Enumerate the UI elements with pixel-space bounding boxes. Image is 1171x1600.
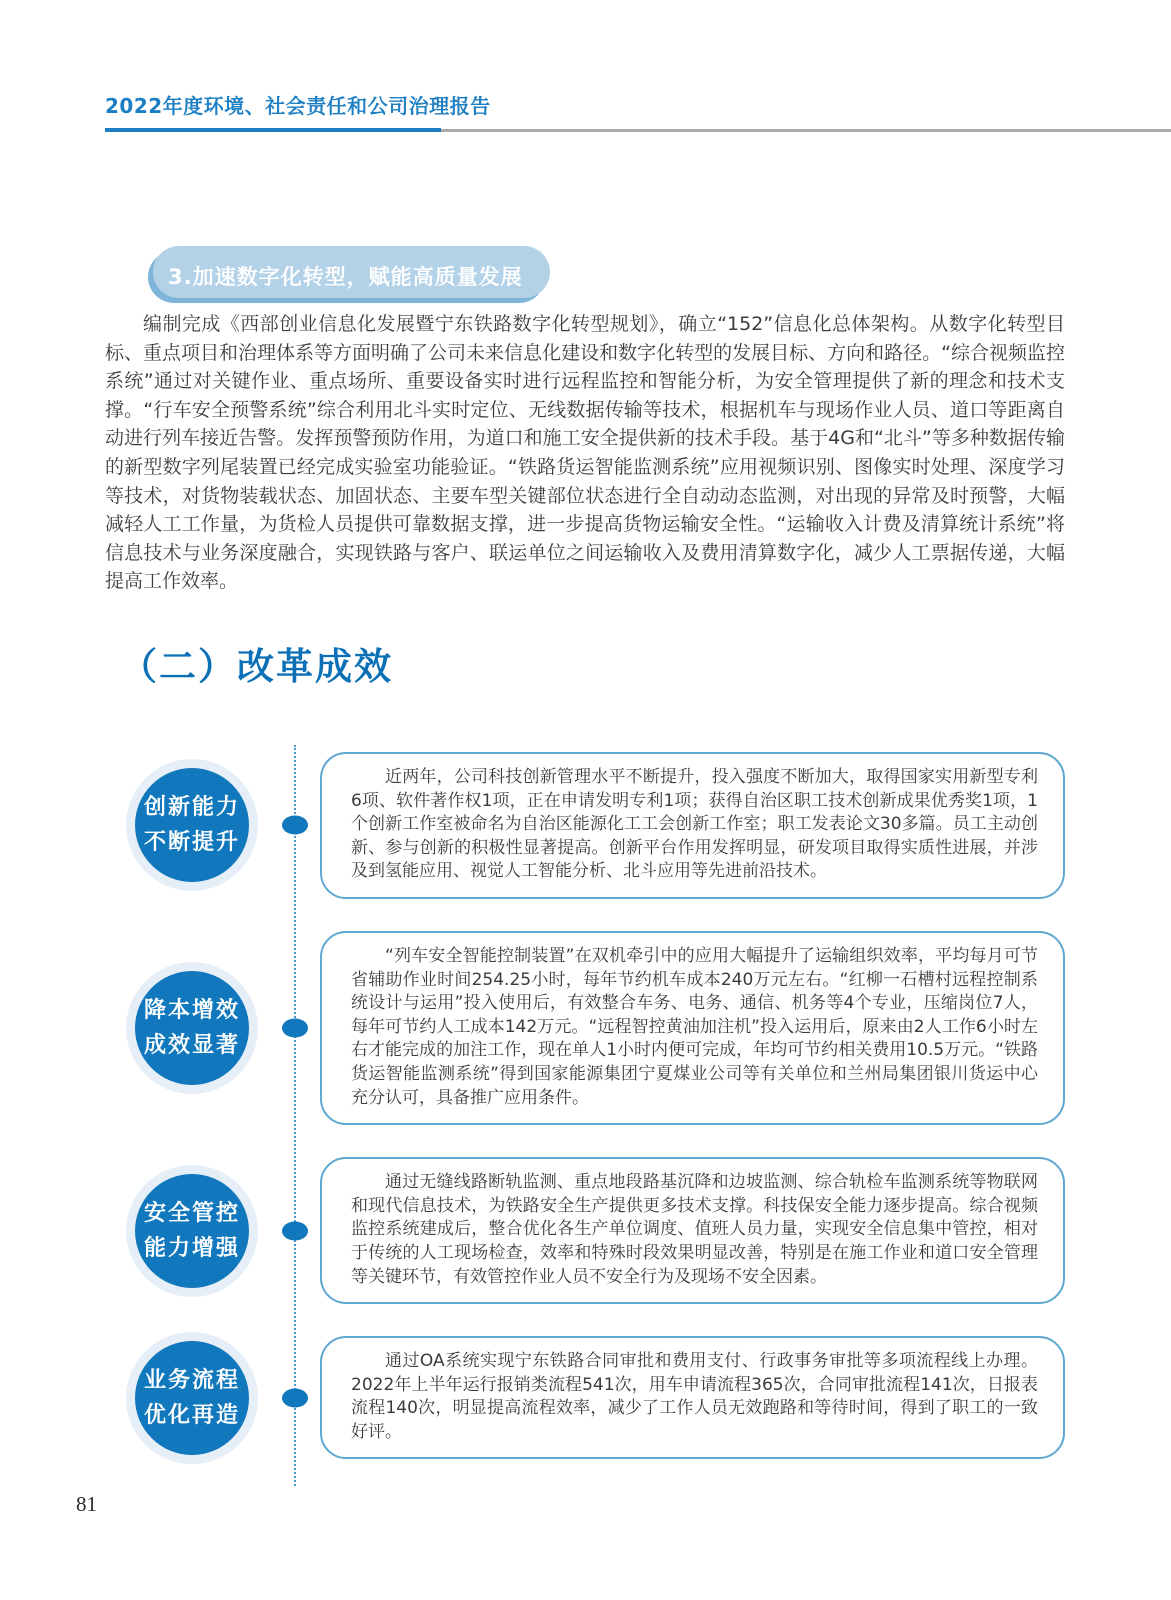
timeline-circle-process-optimization xyxy=(135,1341,249,1455)
header-rule xyxy=(105,128,1171,132)
timeline-item-safety-control xyxy=(130,1157,1065,1304)
circle-label-line1: 业务流程 xyxy=(143,1367,240,1393)
subsection-badge-label: 3.加速数字化转型，赋能高质量发展 xyxy=(148,251,545,303)
header-rule-blue-segment xyxy=(105,128,441,132)
timeline-item-innovation xyxy=(130,752,1065,899)
timeline-circle-innovation xyxy=(135,768,249,882)
reform-results-timeline xyxy=(130,752,1065,1459)
running-header xyxy=(105,90,1171,132)
header-rule-gray-segment xyxy=(441,129,1171,132)
timeline-connector-dot xyxy=(282,1388,308,1407)
circle-label-line2: 不断提升 xyxy=(143,830,240,856)
timeline-connector-dot xyxy=(282,1019,308,1038)
circle-label-line2: 成效显著 xyxy=(143,1033,240,1059)
circle-label-line2: 优化再造 xyxy=(143,1402,240,1428)
circle-label-line2: 能力增强 xyxy=(143,1235,240,1261)
timeline-connector-dot xyxy=(282,816,308,835)
circle-label-line1: 降本增效 xyxy=(143,998,240,1024)
circle-label-line1: 创新能力 xyxy=(143,795,240,821)
timeline-item-cost-reduction xyxy=(130,931,1065,1125)
timeline-textbox: 近两年，公司科技创新管理水平不断提升，投入强度不断加大，取得国家实用新型专利6项、软件著作权1项，正在申请发明专利1项；获得自治区职工技术创新成果优秀奖1项，1个创新工作室被命名为自治区能源化工工会创新工作室；职工发表论文30多篇。员工主动创新、参与创新的积极性显著提高。创新平台作用发挥明显，研发项目取得实质性进展，并涉及到氢能应用、视觉人工智能分析、北斗应用等先进前沿技术。 xyxy=(320,752,1065,899)
circle-label-line1: 安全管控 xyxy=(143,1200,240,1226)
subsection-badge xyxy=(148,251,545,303)
timeline-circle-safety-control xyxy=(135,1174,249,1288)
intro-paragraph: 编制完成《西部创业信息化发展暨宁东铁路数字化转型规划》，确立“152”信息化总体架构。从数字化转型目标、重点项目和治理体系等方面明确了公司未来信息化建设和数字化转型的发展目标、方向和路径。“综合视频监控系统”通过对关键作业、重点场所、重要设备实时进行远程监控和智能分析，为安全管理提供了新的理念和技术支撑。“行车安全预警系统”综合利用北斗实时定位、无线数据传输等技术，根据机车与现场作业人员、道口等距离自动进行列车接近告警。发挥预警预防作用，为道口和施工安全提供新的技术手段。基于4G和“北斗”等多种数据传输的新型数字列尾装置已经完成实验室功能验证。“铁路货运智能监测系统”应用视频识别、图像实时处理、深度学习等技术，对货物装载状态、加固状态、主要车型关键部位状态进行全自动动态监测，对出现的异常及时预警，大幅减轻人工工作量，为货检人员提供可靠数据支撑，进一步提高货物运输安全性。“运输收入计费及清算统计系统”将信息技术与业务深度融合，实现铁路与客户、联运单位之间运输收入及费用清算数字化，减少人工票据传递，大幅提高工作效率。 xyxy=(105,313,1065,593)
timeline-textbox: 通过无缝线路断轨监测、重点地段路基沉降和边坡监测、综合轨检车监测系统等物联网和现代信息技术，为铁路安全生产提供更多技术支撑。科技保安全能力逐步提高。综合视频监控系统建成后，整合优化各生产单位调度、值班人员力量，实现安全信息集中管控，相对于传统的人工现场检查，效率和特殊时段效果明显改善，特别是在施工作业和道口安全管理等关键环节，有效管控作业人员不安全行为及现场不安全因素。 xyxy=(320,1157,1065,1304)
timeline-textbox: “列车安全智能控制装置”在双机牵引中的应用大幅提升了运输组织效率，平均每月可节省辅助作业时间254.25小时，每年节约机车成本240万元左右。“红柳一石槽村远程控制系统设计与运用”投入使用后，有效整合车务、电务、通信、机务等4个专业，压缩岗位7人，每年可节约人工成本142万元。“远程智控黄油加注机”投入运用后，原来由2人工作6小时左右才能完成的加注工作，现在单人1小时内便可完成，年均可节约相关费用10.5万元。“铁路货运智能监测系统”得到国家能源集团宁夏煤业公司等有关单位和兰州局集团银川货运中心充分认可，具备推广应用条件。 xyxy=(320,931,1065,1125)
timeline-circle-cost-reduction xyxy=(135,971,249,1085)
timeline-item-process-optimization xyxy=(130,1336,1065,1459)
section-heading: （二）改革成效 xyxy=(120,645,393,688)
timeline-connector-dot xyxy=(282,1221,308,1240)
page-number: 81 xyxy=(76,1492,97,1516)
report-title: 2022年度环境、社会责任和公司治理报告 xyxy=(105,94,491,118)
timeline-textbox: 通过OA系统实现宁东铁路合同审批和费用支付、行政事务审批等多项流程线上办理。2022年上半年运行报销类流程541次，用车申请流程365次，合同审批流程141次，日报表流程140次，明显提高流程效率，减少了工作人员无效跑路和等待时间，得到了职工的一致好评。 xyxy=(320,1336,1065,1459)
